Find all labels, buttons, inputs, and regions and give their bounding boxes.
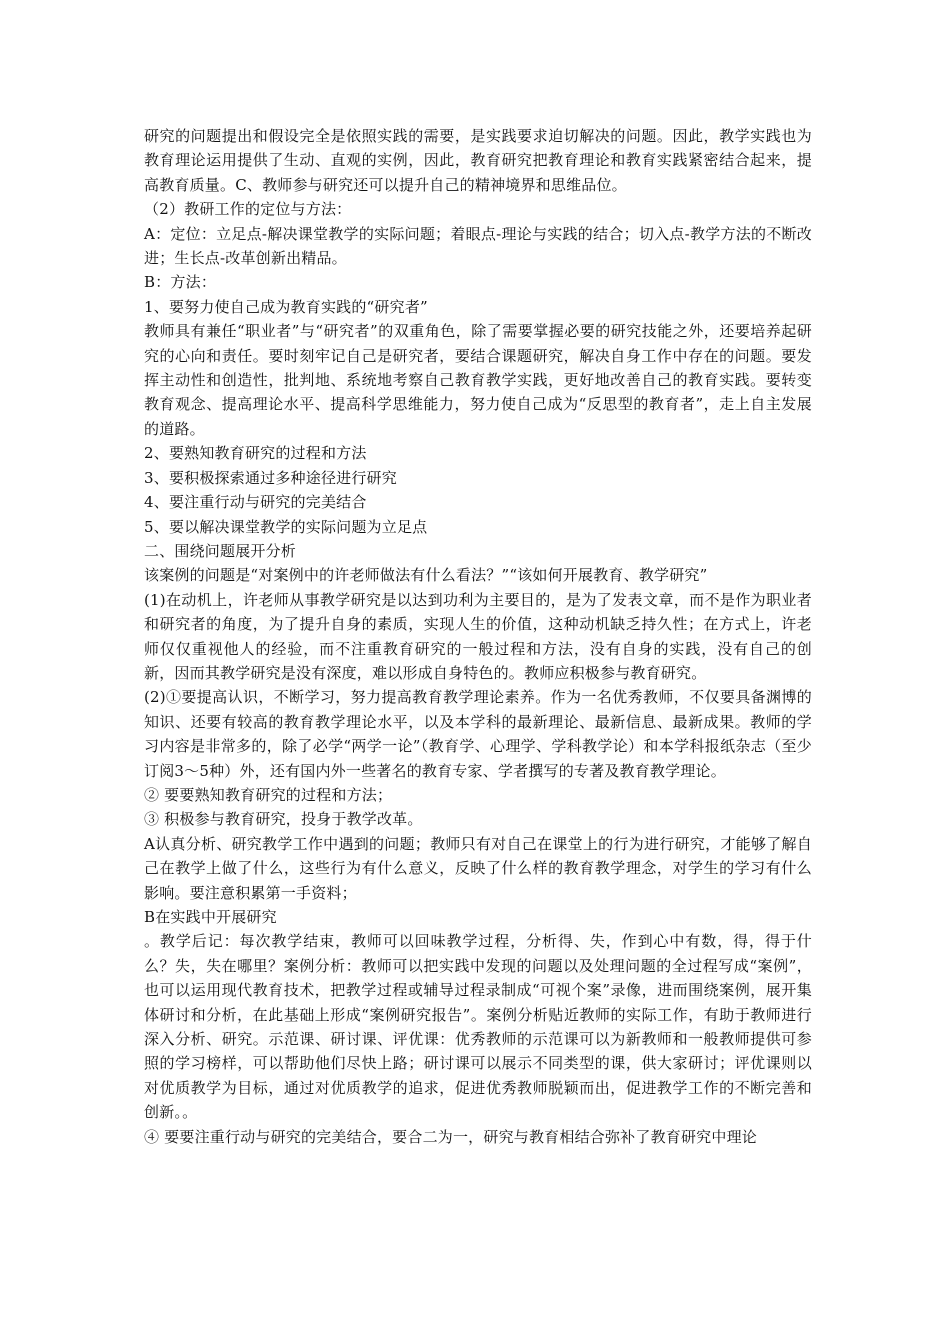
paragraph-positioning: A：定位：立足点-解决课堂教学的实际问题；着眼点-理论与实践的结合；切入点-教学方法的不断改进；生长点-改革创新出精品。	[144, 224, 812, 268]
paragraph-case-question: 该案例的问题是“对案例中的许老师做法有什么看法？”“该如何开展教育、教学研究”	[144, 566, 708, 585]
list-item-2: 2、要熟知教育研究的过程和方法	[144, 444, 367, 463]
paragraph-teaching-notes: 。教学后记：每次教学结束，教师可以回味教学过程，分析得、失，作到心中有数，得，得于什么？失，失在哪里？案例分析：教师可以把实践中发现的问题以及处理问题的全过程写成“案例”，也可以运用现代教育技术，把教学过程或辅导过程录制成“可视个案”录像，进而围绕案例，展开集体研讨和分析，在此基础上形成“案例研究报告”。案例分析贴近教师的实际工作，有助于教师进行深入分析、研究。示范课、研讨课、评优课：优秀教师的示范课可以为新教师和一般教师提供可参照的学习榜样，可以帮助他们尽快上路；研讨课可以展示不同类型的课，供大家研讨；评优课则以对优质教学为目标，通过对优质教学的追求，促进优秀教师脱颖而出，促进教学工作的不断完善和创新。。	[144, 932, 812, 1122]
list-item-5: 5、要以解决课堂教学的实际问题为立足点	[144, 517, 428, 536]
document-body	[144, 124, 812, 1149]
paragraph-point-3: ③ 积极参与教育研究，投身于教学改革。	[144, 810, 423, 829]
paragraph-improve-awareness: (2)①要提高认识，不断学习，努力提高教育教学理论素养。作为一名优秀教师，不仅要具备渊博的知识、还要有较高的教育教学理论水平，以及本学科的最新理论、最新信息、最新成果。教师的学习内容是非常多的，除了必学“两学一论”（教育学、心理学、学科教学论）和本学科报纸杂志（至少订阅3～5种）外，还有国内外一些著名的教育专家、学者撰写的专著及教育教学理论。	[144, 688, 812, 780]
paragraph-point-2: ② 要要熟知教育研究的过程和方法；	[144, 785, 393, 804]
paragraph-practice-research: B在实践中开展研究	[144, 908, 277, 926]
list-item-4: 4、要注重行动与研究的完美结合	[144, 493, 367, 512]
paragraph-point-4: ④ 要要注重行动与研究的完美结合，要合二为一，研究与教育相结合弥补了教育研究中理论	[144, 1127, 757, 1146]
paragraph-motive-analysis: (1)在动机上，许老师从事教学研究是以达到功利为主要目的，是为了发表文章，而不是作为职业者和研究者的角度，为了提升自身的素质，实现人生的价值，这种动机缺乏持久性；在方式上，许老师仅仅重视他人的经验，而不注重教育研究的一般过程和方法，没有自身的实践，没有自己的创新，因而其教学研究是没有深度，难以形成自身特色的。教师应积极参与教育研究。	[144, 590, 812, 682]
heading-methods: B：方法：	[144, 273, 217, 292]
paragraph-analyze-problems: A认真分析、研究教学工作中遇到的问题；教师只有对自己在课堂上的行为进行研究，才能够了解自己在教学上做了什么，这些行为有什么意义，反映了什么样的教育教学理念，对学生的学习有什么影响。要注意积累第一手资料；	[144, 834, 812, 902]
list-item-3: 3、要积极探索通过多种途径进行研究	[144, 468, 397, 487]
list-item-1: 1、要努力使自己成为教育实践的“研究者”	[144, 297, 428, 316]
section-heading-analysis: 二、围绕问题展开分析	[144, 541, 297, 560]
paragraph-teacher-roles: 教师具有兼任“职业者”与“研究者”的双重角色，除了需要掌握必要的研究技能之外，还要培养起研究的心向和责任。要时刻牢记自己是研究者，要结合课题研究，解决自身工作中存在的问题。要发挥主动性和创造性，批判地、系统地考察自己教育教学实践，更好地改善自己的教育实践。要转变教育观念、提高理论水平、提高科学思维能力，努力使自己成为“反思型的教育者”，走上自主发展的道路。	[144, 322, 812, 438]
paragraph-research-practice: 研究的问题提出和假设完全是依照实践的需要，是实践要求迫切解决的问题。因此，教学实践也为教育理论运用提供了生动、直观的实例，因此，教育研究把教育理论和教育实践紧密结合起来，提高教育质量。C、教师参与研究还可以提升自己的精神境界和思维品位。	[144, 127, 812, 194]
heading-positioning-methods: （2）教研工作的定位与方法：	[144, 200, 352, 219]
